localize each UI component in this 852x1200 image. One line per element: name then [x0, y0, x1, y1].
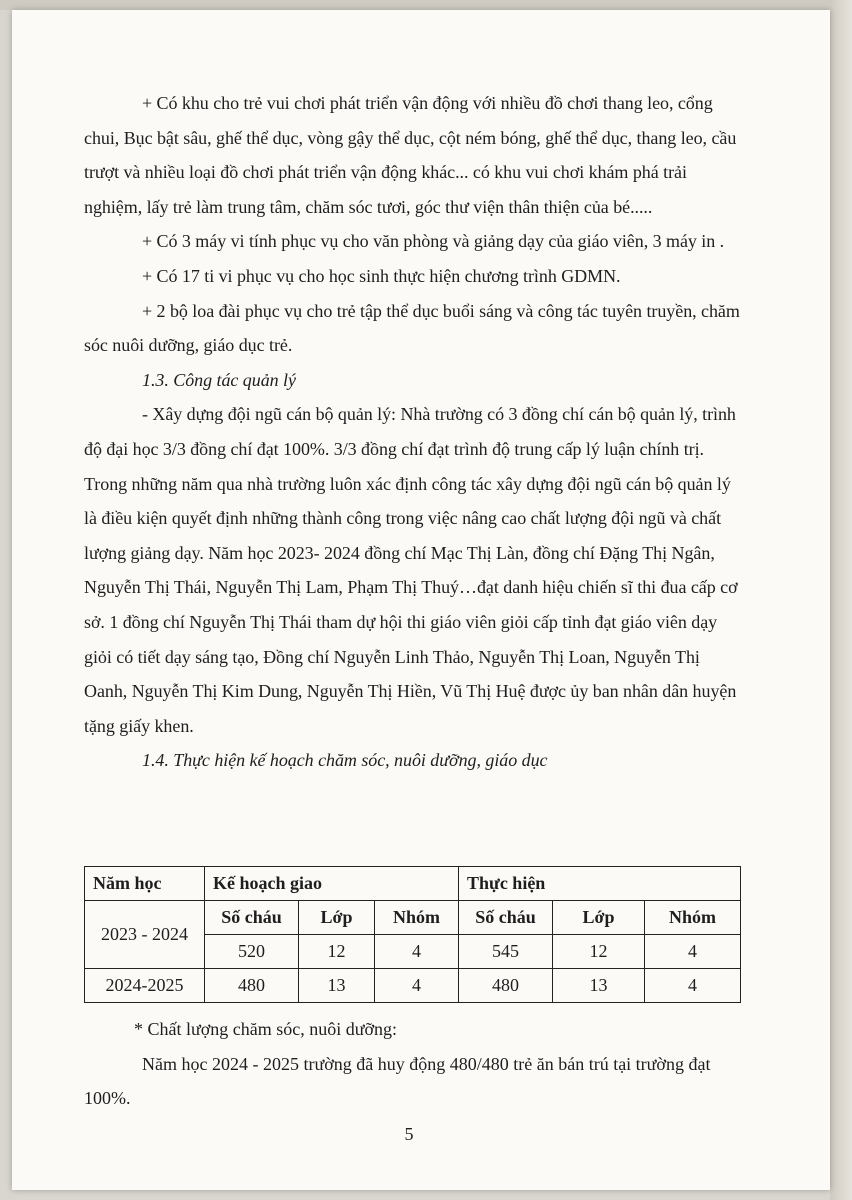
body-text — [84, 86, 744, 778]
quality-title: * Chất lượng chăm sóc, nuôi dưỡng: — [134, 1019, 398, 1039]
after-table-text — [84, 1012, 744, 1116]
table-cell: 480 — [459, 969, 553, 1003]
page-right-shadow — [830, 0, 852, 1200]
section-heading-1-4: 1.4. Thực hiện kế hoạch chăm sóc, nuôi dưỡng, giáo dục — [142, 750, 548, 771]
page-number: 5 — [404, 1124, 414, 1144]
table-cell: 4 — [375, 935, 459, 969]
subheader-cell: Lớp — [299, 901, 375, 935]
header-actual: Thực hiện — [459, 867, 741, 901]
table-cell: 13 — [553, 969, 645, 1003]
header-plan: Kế hoạch giao — [205, 867, 459, 901]
subheader-cell: Số cháu — [205, 901, 299, 935]
table-cell: 4 — [645, 935, 741, 969]
quality-body: Năm học 2024 - 2025 trường đã huy động 480/480 trẻ ăn bán trú tại trường đạt 100%. — [84, 1053, 711, 1109]
paragraph-computers: + Có 3 máy vi tính phục vụ cho văn phòng và giảng dạy của giáo viên, 3 máy in . — [142, 231, 725, 252]
plan-table — [84, 866, 741, 1003]
table-header-row — [85, 867, 741, 901]
year-cell: 2024-2025 — [85, 969, 205, 1003]
header-year: Năm học — [85, 867, 205, 901]
table-cell: 12 — [299, 935, 375, 969]
section-heading-1-3: 1.3. Công tác quản lý — [142, 369, 296, 390]
table-cell: 520 — [205, 935, 299, 969]
page-top-shadow — [0, 0, 852, 10]
paragraph-tvs: + Có 17 ti vi phục vụ cho học sinh thực hiện chương trình GDMN. — [142, 265, 621, 286]
table-subheader-row — [85, 901, 741, 935]
paragraph-management: - Xây dựng đội ngũ cán bộ quản lý: Nhà trường có 3 đồng chí cán bộ quản lý, trình độ đại học 3/3 đồng chí đạt 100%. 3/3 đồng chí đạt trình độ trung cấp lý luận chính trị. Trong những năm qua nhà trường luôn xác định công tác xây dựng đội ngũ cán bộ quản lý là điều kiện quyết định những thành công trong việc nâng cao chất lượng đội ngũ và chất lượng giảng dạy. Năm học 2023- 2024 đồng chí Mạc Thị Làn, đồng chí Đặng Thị Ngân, Nguyễn Thị Thái, Nguyễn Thị Lam, Phạm Thị Thuý…đạt danh hiệu chiến sĩ thi đua cấp cơ sở. 1 đồng chí Nguyễn Thị Thái tham dự hội thi giáo viên giỏi cấp tỉnh đạt giáo viên dạy giỏi có tiết dạy sáng tạo, Đồng chí Nguyễn Linh Thảo, Nguyễn Thị Loan, Nguyễn Thị Oanh, Nguyễn Thị Kim Dung, Nguyễn Thị Hiền, Vũ Thị Huệ được ủy ban nhân dân huyện tặng giấy khen. — [84, 404, 738, 736]
table-cell: 4 — [645, 969, 741, 1003]
paragraph-play-area: + Có khu cho trẻ vui chơi phát triển vận động với nhiều đồ chơi thang leo, cổng chui, Bục bật sâu, ghế thể dục, vòng gậy thể dục, cột ném bóng, ghế thể dục, thang leo, cầu trượt và nhiều loại đồ chơi phát triển vận động khác... có khu vui chơi khám phá trải nghiệm, lấy trẻ làm trung tâm, chăm sóc tươi, góc thư viện thân thiện của bé..... — [84, 93, 737, 217]
subheader-cell: Nhóm — [645, 901, 741, 935]
table-cell: 480 — [205, 969, 299, 1003]
table-cell: 545 — [459, 935, 553, 969]
table-row — [85, 969, 741, 1003]
subheader-cell: Lớp — [553, 901, 645, 935]
subheader-cell: Số cháu — [459, 901, 553, 935]
subheader-cell: Nhóm — [375, 901, 459, 935]
paragraph-speakers: + 2 bộ loa đài phục vụ cho trẻ tập thể dục buổi sáng và công tác tuyên truyền, chăm sóc nuôi dưỡng, giáo dục trẻ. — [84, 300, 740, 356]
table-cell: 4 — [375, 969, 459, 1003]
table-cell: 12 — [553, 935, 645, 969]
table-cell: 13 — [299, 969, 375, 1003]
year-cell: 2023 - 2024 — [85, 901, 205, 969]
